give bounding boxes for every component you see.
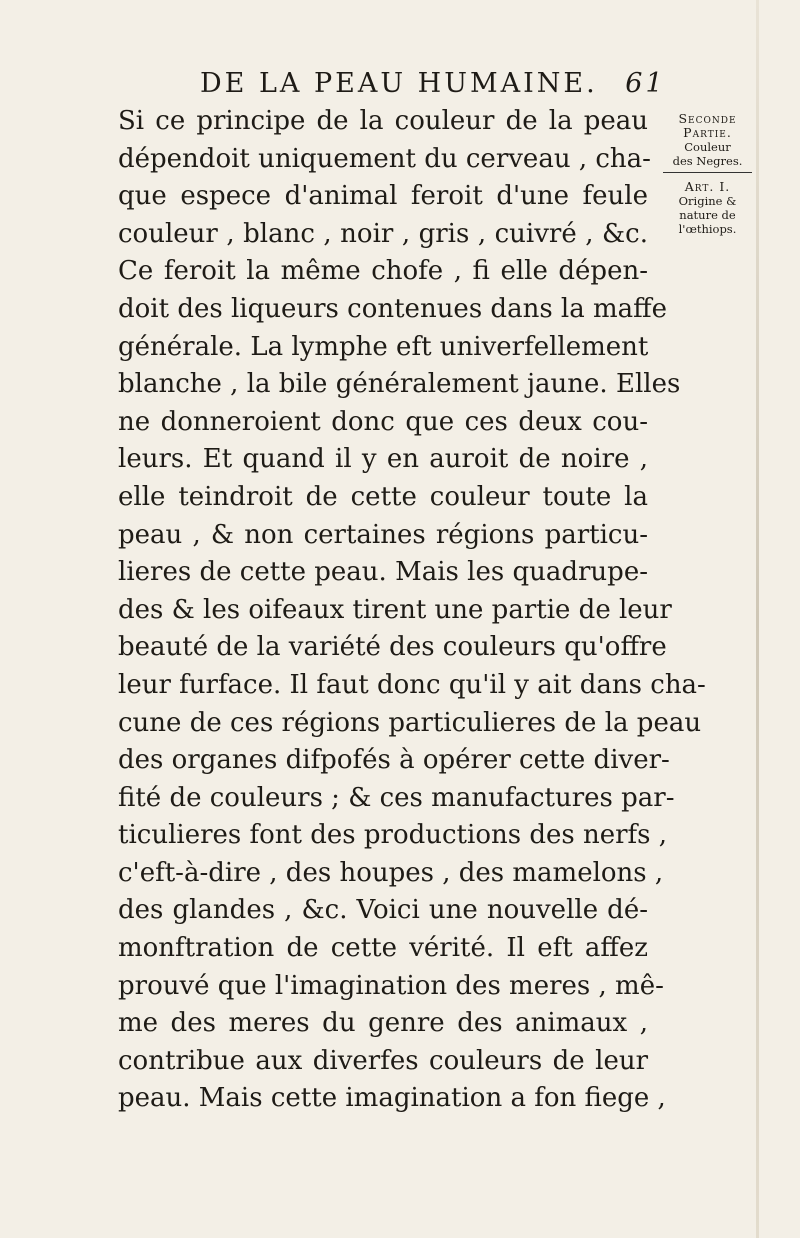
text-line: monftration de cette vérité. Il eft affez bbox=[118, 933, 648, 964]
text-line: que espece d'animal feroit d'une feule bbox=[118, 181, 648, 212]
margin-subject-line-2: nature de bbox=[679, 208, 736, 222]
text-line: leurs. Et quand il y en auroit de noire , bbox=[118, 444, 648, 475]
margin-section-line-1: Couleur bbox=[684, 140, 731, 154]
text-line: dépendoit uniquement du cerveau , cha- bbox=[118, 143, 651, 174]
text-line: Ce feroit la même chofe , fi elle dépen- bbox=[118, 256, 648, 287]
page-number: 61 bbox=[625, 68, 666, 99]
running-header bbox=[200, 68, 670, 99]
text-line: leur furface. Il faut donc qu'il y ait dans cha- bbox=[118, 669, 706, 700]
text-line: lieres de cette peau. Mais les quadrupe- bbox=[118, 557, 648, 588]
text-line: des & les oifeaux tirent une partie de leur bbox=[118, 594, 672, 625]
margin-section-line-2: des Negres. bbox=[672, 154, 743, 168]
margin-subject-line-1: Origine & bbox=[678, 194, 737, 208]
text-line: blanche , la bile généralement jaune. Elles bbox=[118, 369, 681, 400]
text-line: Si ce principe de la couleur de la peau bbox=[118, 106, 648, 136]
text-line: générale. La lymphe eft univerfellement bbox=[118, 331, 649, 362]
text-line: cune de ces régions particulieres de la peau bbox=[118, 707, 702, 738]
running-title: DE LA PEAU HUMAINE. bbox=[200, 68, 598, 99]
text-line: peau , & non certaines régions particu- bbox=[118, 519, 648, 550]
margin-note bbox=[655, 112, 760, 236]
text-line: me des meres du genre des animaux , bbox=[118, 1008, 648, 1039]
text-line: contribue aux diverfes couleurs de leur bbox=[118, 1045, 648, 1076]
text-line: couleur , blanc , noir , gris , cuivré , &c. bbox=[118, 218, 648, 249]
text-line: elle teindroit de cette couleur toute la bbox=[118, 481, 648, 512]
page-edge-shadow bbox=[756, 0, 759, 1238]
margin-part: Seconde Partie. bbox=[678, 111, 737, 140]
text-line: fité de couleurs ; & ces manufactures par- bbox=[118, 782, 675, 813]
text-line: c'eft-à-dire , des houpes , des mamelons , bbox=[118, 857, 664, 888]
text-line: beauté de la variété des couleurs qu'offre bbox=[118, 632, 667, 663]
text-line: des organes difpofés à opérer cette diver- bbox=[118, 745, 670, 776]
margin-article: Art. I. bbox=[684, 179, 731, 194]
margin-subject-line-3: l'œthiops. bbox=[678, 222, 737, 236]
text-line: ticulieres font des productions des nerfs , bbox=[118, 820, 668, 851]
text-line: peau. Mais cette imagination a fon fiege , bbox=[118, 1083, 666, 1114]
body-text bbox=[118, 103, 706, 1118]
text-line: doit des liqueurs contenues dans la maffe bbox=[118, 293, 668, 324]
text-line: des glandes , &c. Voici une nouvelle dé- bbox=[118, 895, 648, 926]
text-line: prouvé que l'imagination des meres , mê- bbox=[118, 970, 664, 1001]
text-line: ne donneroient donc que ces deux cou- bbox=[118, 406, 648, 437]
margin-rule bbox=[663, 172, 752, 173]
